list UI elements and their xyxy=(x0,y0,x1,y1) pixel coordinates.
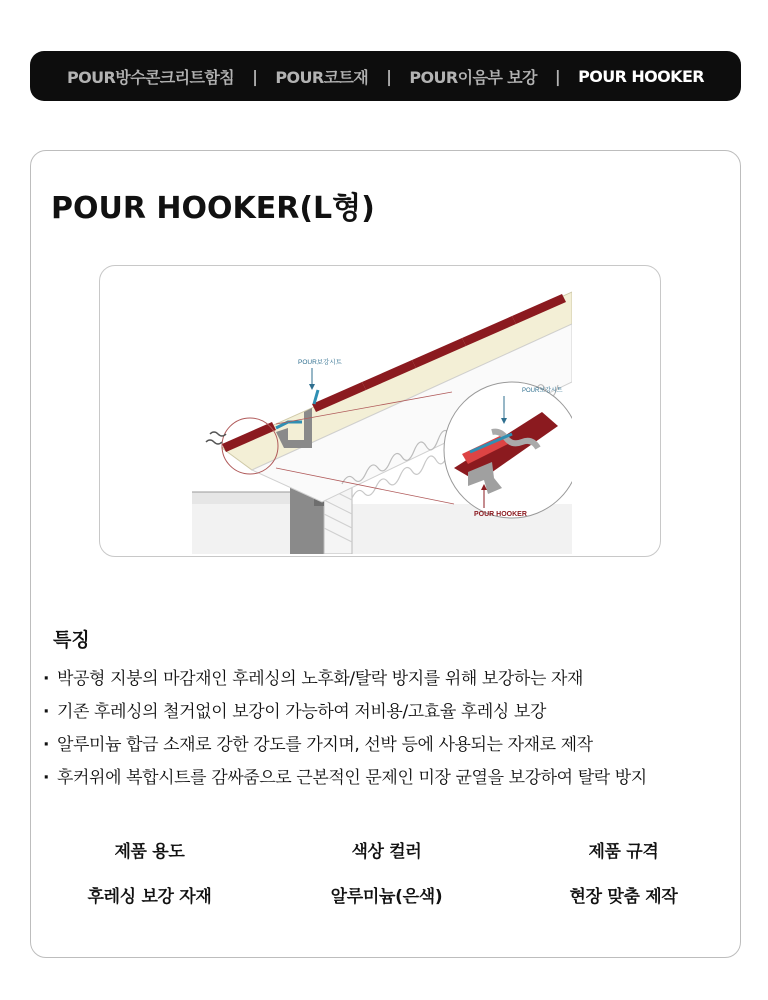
product-card xyxy=(30,150,741,958)
spec-label: 제품 규격 xyxy=(588,842,659,862)
nav-separator: | xyxy=(554,66,561,86)
feature-item: · 알루미늄 합금 소재로 강한 강도를 가지며, 선박 등에 사용되는 자재로 제작 xyxy=(43,735,593,755)
spec-table xyxy=(31,837,742,907)
spec-label: 제품 용도 xyxy=(114,842,185,862)
top-nav xyxy=(30,51,741,101)
label-sheet-top: POUR보강시트 xyxy=(298,359,342,366)
nav-item-pour-joint[interactable]: POUR이음부 보강 xyxy=(409,67,537,87)
nav-separator: | xyxy=(386,66,392,86)
features-heading: 특징 xyxy=(53,629,90,651)
roof-section-illustration xyxy=(192,272,572,554)
spec-usage xyxy=(31,837,268,907)
feature-item: · 후커위에 복합시트를 감싸줌으로 근본적인 문제인 미장 균열을 보강하여 탈락 방지 xyxy=(43,768,647,788)
spec-value: 후레싱 보강 자재 xyxy=(87,887,212,907)
slab xyxy=(192,492,292,504)
nav-separator: | xyxy=(252,66,258,86)
spec-color xyxy=(268,837,505,907)
spec-size xyxy=(505,837,742,907)
spec-label: 색상 컬러 xyxy=(351,842,422,862)
spec-value: 현장 맞춤 제작 xyxy=(569,887,678,907)
nav-item-pour-coat[interactable]: POUR코트재 xyxy=(275,67,369,87)
installation-diagram xyxy=(99,265,661,557)
feature-item: · 기존 후레싱의 철거없이 보강이 가능하여 저비용/고효율 후레싱 보강 xyxy=(43,702,546,722)
label-sheet-detail: POUR보강시트 xyxy=(522,388,563,394)
spec-value: 알루미늄(은색) xyxy=(330,887,443,907)
nav-item-pour-hooker[interactable]: POUR HOOKER xyxy=(578,66,704,86)
product-title: POUR HOOKER(L형) xyxy=(51,191,375,226)
label-hooker: POUR HOOKER xyxy=(474,511,527,518)
features-list xyxy=(43,663,647,795)
nav-item-pour-waterproof[interactable]: POUR방수콘크리트함침 xyxy=(66,67,235,87)
feature-item: · 박공형 지붕의 마감재인 후레싱의 노후화/탈락 방지를 위해 보강하는 자재 xyxy=(43,669,584,689)
